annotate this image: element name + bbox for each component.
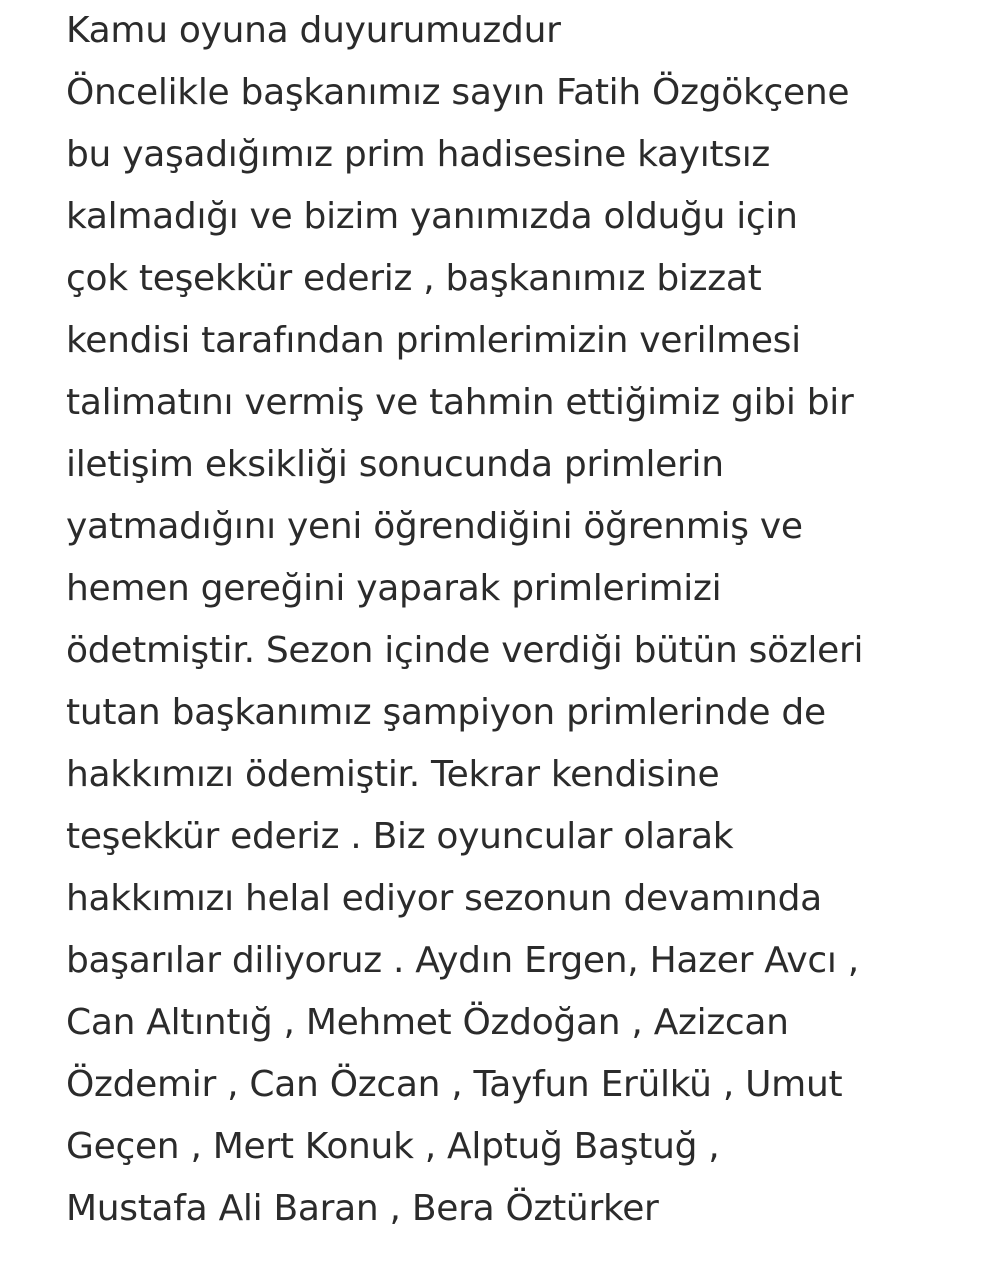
- note-line: başarılar diliyoruz . Aydın Ergen, Hazer Avcı ,: [66, 940, 859, 981]
- note-line: iletişim eksikliği sonucunda primlerin: [66, 444, 724, 485]
- note-line: Özdemir , Can Özcan , Tayfun Erülkü , Umut: [66, 1064, 843, 1105]
- note-line: teşekkür ederiz . Biz oyuncular olarak: [66, 816, 734, 857]
- note-line: talimatını vermiş ve tahmin ettiğimiz gibi bir: [66, 382, 854, 423]
- note-line: hakkımızı ödemiştir. Tekrar kendisine: [66, 754, 720, 795]
- note-line: hemen gereğini yaparak primlerimizi: [66, 568, 722, 609]
- note-line: hakkımızı helal ediyor sezonun devamında: [66, 878, 822, 919]
- note-line: çok teşekkür ederiz , başkanımız bizzat: [66, 258, 762, 299]
- note-line: Mustafa Ali Baran , Bera Öztürker: [66, 1188, 659, 1229]
- note-line: kendisi tarafından primlerimizin verilmesi: [66, 320, 801, 361]
- note-line: bu yaşadığımız prim hadisesine kayıtsız: [66, 134, 771, 175]
- note-text-body: [66, 0, 966, 1240]
- note-line: Öncelikle başkanımız sayın Fatih Özgökçene: [66, 72, 850, 113]
- note-line: yatmadığını yeni öğrendiğini öğrenmiş ve: [66, 506, 803, 547]
- note-line: Can Altıntığ , Mehmet Özdoğan , Azizcan: [66, 1002, 789, 1043]
- note-line: kalmadığı ve bizim yanımızda olduğu için: [66, 196, 798, 237]
- note-line: tutan başkanımız şampiyon primlerinde de: [66, 692, 826, 733]
- note-line: Geçen , Mert Konuk , Alptuğ Baştuğ ,: [66, 1126, 720, 1167]
- note-line-title: Kamu oyuna duyurumuzdur: [66, 10, 561, 51]
- note-line: ödetmiştir. Sezon içinde verdiği bütün sözleri: [66, 630, 864, 671]
